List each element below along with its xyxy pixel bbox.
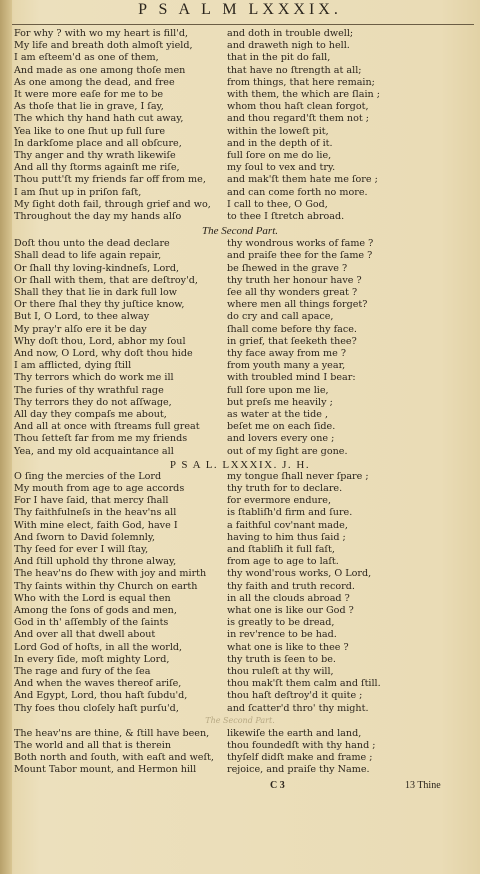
verse-right: as water at the tide , (227, 409, 329, 420)
verse-left: Both north and ſouth, with eaſt and weſt, (14, 752, 214, 764)
verse-right: thy wondrous works of fame ? (227, 238, 374, 250)
verse-right: and lovers every one ; (227, 433, 335, 445)
verse-right: and ſtabliſh it full faſt, (227, 544, 335, 555)
verse-right: and draweth nigh to hell. (227, 40, 350, 52)
verse-right: thy face away from me ? (227, 348, 347, 359)
verse-line (12, 433, 480, 445)
verse-left: It were more eaſe for me to be (14, 89, 164, 100)
verse-left: My life and breath doth almoſt yield, (14, 40, 193, 52)
verse-right: what one is like our God ? (227, 605, 354, 616)
verse-left: Thy foes thou cloſely haſt purſu'd, (14, 702, 179, 714)
verse-right: thou foundedſt with thy hand ; (227, 740, 376, 751)
verse-right: ſhall come before thy face. (227, 323, 357, 335)
verse-left: Thy anger and thy wrath likewiſe (14, 150, 176, 161)
verse-left: In every ſide, moſt mighty Lord, (14, 653, 170, 665)
verse-right: I call to thee, O God, (227, 198, 328, 210)
verse-left: Yea like to one ſhut up full ſure (14, 125, 166, 137)
verse-line (12, 77, 480, 89)
verse-right: thy faith and truth record. (227, 580, 355, 592)
verse-left: Or there ſhal they thy juſtice know, (14, 299, 185, 311)
header-rule (12, 24, 474, 25)
verse-right: thy truth her honour have ? (227, 274, 362, 286)
verse-right: is greatly to be dread, (227, 617, 335, 629)
page-footer (0, 779, 480, 793)
verse-left: Thy ſaints within thy Church on earth (14, 580, 198, 592)
verse-line (12, 324, 480, 336)
verse-left: As thoſe that lie in grave, I ſay, (14, 101, 164, 113)
verse-line (12, 495, 480, 507)
verse-left: I am ſhut up in priſon faſt, (14, 186, 142, 198)
verse-right: likewiſe the earth and land, (227, 727, 362, 739)
verse-line (12, 690, 480, 702)
verse-right: but preſs me heavily ; (227, 396, 333, 408)
verse-right: thou ruleſt at thy will, (227, 666, 334, 677)
verse-left: Mount Tabor mount, and Hermon hill (14, 764, 197, 776)
verse-left: And ſworn to David ſolemnly, (14, 531, 156, 543)
verse-right: thy truth is ſeen to be. (227, 653, 336, 665)
section-heading: The Second Part. (201, 225, 279, 238)
verse-line (12, 593, 480, 605)
verse-line (12, 520, 480, 532)
verse-line (12, 421, 480, 433)
verse-line (12, 532, 480, 544)
verse-line (12, 385, 480, 397)
verse-line (12, 703, 480, 715)
verse-line (12, 52, 480, 64)
verse-left: I am eſteem'd as one of them, (14, 52, 159, 64)
verse-right: thou haſt deſtroy'd it quite ; (227, 690, 363, 702)
page-header: P S A L M LXXXIX. (138, 1, 342, 18)
verse-line (12, 126, 480, 138)
verse-right: and doth in trouble dwell; (227, 28, 354, 39)
verse-left: Lord God of hoſts, in all the world, (14, 641, 183, 653)
verse-line (12, 275, 480, 287)
verse-line (12, 150, 480, 162)
verse-left: And Egypt, Lord, thou haſt ſubdu'd, (14, 690, 188, 702)
verse-left: And now, O Lord, why doſt thou hide (14, 348, 193, 359)
verse-right: and can come forth no more. (227, 186, 368, 198)
verse-line (12, 287, 480, 299)
verse-line (12, 360, 480, 372)
verse-left: And made as one among thoſe men (14, 64, 186, 76)
verse-line (12, 199, 480, 211)
verse-left: The which thy hand hath cut away, (14, 113, 184, 125)
verse-right: out of my ſight are gone. (227, 445, 348, 457)
verse-left: Thy terrors which do work me ill (14, 372, 174, 384)
verse-left: Who with the Lord is equal then (14, 592, 171, 604)
verse-left: My mouth from age to age accords (14, 483, 185, 494)
verse-left: Doſt thou unto the dead declare (14, 238, 170, 250)
verse-right: what one is like to thee ? (227, 641, 349, 653)
verse-line (12, 65, 480, 77)
psalm-heading: P S A L. LXXXIX. J. H. (169, 458, 311, 471)
verse-right: is ſtabliſh'd firm and ſure. (227, 507, 353, 519)
verse-right: whom thou haſt clean forgot, (227, 101, 369, 113)
verse-line (12, 372, 480, 384)
verse-left: My ſight doth fail, through grief and wo, (14, 198, 211, 210)
verse-line (12, 28, 480, 40)
verse-line (12, 678, 480, 690)
verse-left: Yea, and my old acquaintance all (14, 445, 174, 457)
verse-right: thou mak'ſt them calm and ſtill. (227, 678, 381, 690)
page-gutter (0, 0, 12, 874)
verse-line (12, 89, 480, 101)
verse-right: beſet me on each ſide. (227, 421, 336, 433)
verse-right: and ſcatter'd thro' thy might. (227, 702, 369, 714)
verse-line (12, 446, 480, 458)
verse-left: Thy faithfulneſs in the heav'ns all (14, 507, 177, 519)
verse-right: and mak'ſt them hate me ſore ; (227, 174, 378, 186)
verse-left: For why ? with wo my heart is fill'd, (14, 28, 189, 39)
verse-line (12, 101, 480, 113)
verse-right: that in the pit do fall, (227, 52, 331, 64)
verse-line (12, 348, 480, 360)
verse-right: and in the depth of it. (227, 137, 333, 149)
verse-right: from youth many a year, (227, 360, 346, 372)
verse-left: And all thy ſtorms againſt me riſe, (14, 162, 180, 174)
verse-line (12, 162, 480, 174)
verse-line (12, 336, 480, 348)
verse-right: thy wond'rous works, O Lord, (227, 568, 372, 580)
verse-line (12, 211, 480, 223)
verse-line (12, 642, 480, 654)
verse-line (12, 617, 480, 629)
verse-right: in all the clouds abroad ? (227, 592, 350, 604)
verse-line (12, 654, 480, 666)
verse-left: But I, O Lord, to thee alway (14, 311, 150, 323)
verse-right: a faithful cov'nant made, (227, 519, 348, 531)
verse-line (12, 544, 480, 556)
verse-line (12, 728, 480, 740)
verse-right: that have no ſtrength at all; (227, 64, 362, 76)
verse-left: Shall dead to life again repair, (14, 250, 162, 262)
verse-right: ſee all thy wonders great ? (227, 287, 358, 298)
verse-right: full ſore upon me lie, (227, 384, 329, 396)
verse-left: The rage and fury of the ſea (14, 666, 151, 677)
verse-left: All day they compaſs me about, (14, 409, 167, 420)
verse-right: my tongue ſhall never ſpare ; (227, 470, 369, 482)
verse-line (12, 397, 480, 409)
verse-left: Why doſt thou, Lord, abhor my ſoul (14, 335, 186, 347)
verse-right: and thou regard'ſt them not ; (227, 113, 370, 125)
verse-line (12, 299, 480, 311)
verse-right: for evermore endure, (227, 495, 331, 507)
verse-right: be ſhewed in the grave ? (227, 262, 348, 274)
verse-left: Or ſhall with them, that are deſtroy'd, (14, 274, 198, 286)
faded-heading: The Second Part. (205, 715, 275, 725)
verse-line (12, 740, 480, 752)
verse-right: with them, the which are ſlain ; (227, 89, 380, 100)
verse-line (12, 507, 480, 519)
verse-left: Throughout the day my hands alſo (14, 211, 182, 222)
verse-line (12, 483, 480, 495)
verse-left: Among the ſons of gods and men, (14, 605, 177, 616)
verse-left: The heav'ns are thine, & ſtill have been, (14, 727, 210, 739)
verse-right: rejoice, and praiſe thy Name. (227, 764, 370, 776)
verse-left: And over all that dwell about (14, 629, 156, 641)
verse-right: having to him thus ſaid ; (227, 531, 346, 543)
verse-line (12, 311, 480, 323)
verse-right: do cry and call apace, (227, 311, 334, 323)
verse-line (12, 581, 480, 593)
verse-line (12, 629, 480, 641)
catchword: 13 Thine (405, 779, 441, 791)
verse-line (12, 263, 480, 275)
verse-left: For I have ſaid, that mercy ſhall (14, 495, 169, 507)
verse-left: In darkſome place and all obſcure, (14, 137, 182, 149)
verse-right: where men all things forget? (227, 299, 368, 311)
verse-line (12, 556, 480, 568)
verse-right: my ſoul to vex and try. (227, 162, 336, 174)
verse-right: from things, that here remain; (227, 76, 375, 88)
verse-right: thyſelf didſt make and frame ; (227, 752, 373, 764)
verse-left: I am afflicted, dying ſtill (14, 360, 132, 372)
verse-line (12, 471, 480, 483)
verse-left: With mine elect, faith God, have I (14, 519, 178, 531)
verse-line (12, 187, 480, 199)
verse-right: thy truth for to declare. (227, 483, 343, 494)
verse-left: Shall they that lie in dark full low (14, 287, 177, 298)
signature-mark: C 3 (270, 779, 285, 791)
verse-left: Thy ſeed for ever I will ſtay, (14, 544, 149, 555)
verse-line (12, 174, 480, 186)
verse-line (12, 605, 480, 617)
verse-right: within the loweſt pit, (227, 125, 329, 137)
verse-right: in rev'rence to be had. (227, 629, 337, 641)
verse-left: Or ſhall thy loving-kindneſs, Lord, (14, 262, 180, 274)
verse-left: As one among the dead, and free (14, 76, 175, 88)
verse-right: from age to age to laſt. (227, 556, 339, 568)
verse-right: to thee I ſtretch abroad. (227, 211, 345, 222)
verse-left: Thou ſetteſt far from me my friends (14, 433, 188, 445)
verse-left: O ſing the mercies of the Lord (14, 470, 162, 482)
verse-line (12, 666, 480, 678)
verse-left: My pray'r alſo ere it be day (14, 323, 147, 335)
verse-line (12, 250, 480, 262)
verse-left: God in th' aſſembly of the ſaints (14, 617, 169, 629)
verse-right: and praiſe thee for the ſame ? (227, 250, 373, 262)
verse-left: The world and all that is therein (14, 740, 172, 751)
verse-line (12, 752, 480, 764)
verse-right: in grief, that ſeeketh thee? (227, 335, 357, 347)
verse-left: And all at once with ſtreams full great (14, 421, 200, 433)
verse-left: Thy terrors they do not aſſwage, (14, 396, 172, 408)
verse-line (12, 40, 480, 52)
verse-left: And ſtill uphold thy throne alway, (14, 556, 177, 568)
verse-line (12, 113, 480, 125)
verse-right: with troubled mind I bear: (227, 372, 356, 384)
verse-right: full ſore on me do lie, (227, 150, 332, 161)
verse-line (12, 568, 480, 580)
verse-left: Thou putt'ſt my friends far off from me, (14, 174, 206, 186)
verse-line (12, 238, 480, 250)
verse-left: And when the waves thereof ariſe, (14, 678, 182, 690)
verse-line (12, 764, 480, 776)
verse-left: The heav'ns do ſhew with joy and mirth (14, 568, 207, 580)
verse-line (12, 409, 480, 421)
verse-left: The furies of thy wrathful rage (14, 384, 164, 396)
verse-line (12, 138, 480, 150)
